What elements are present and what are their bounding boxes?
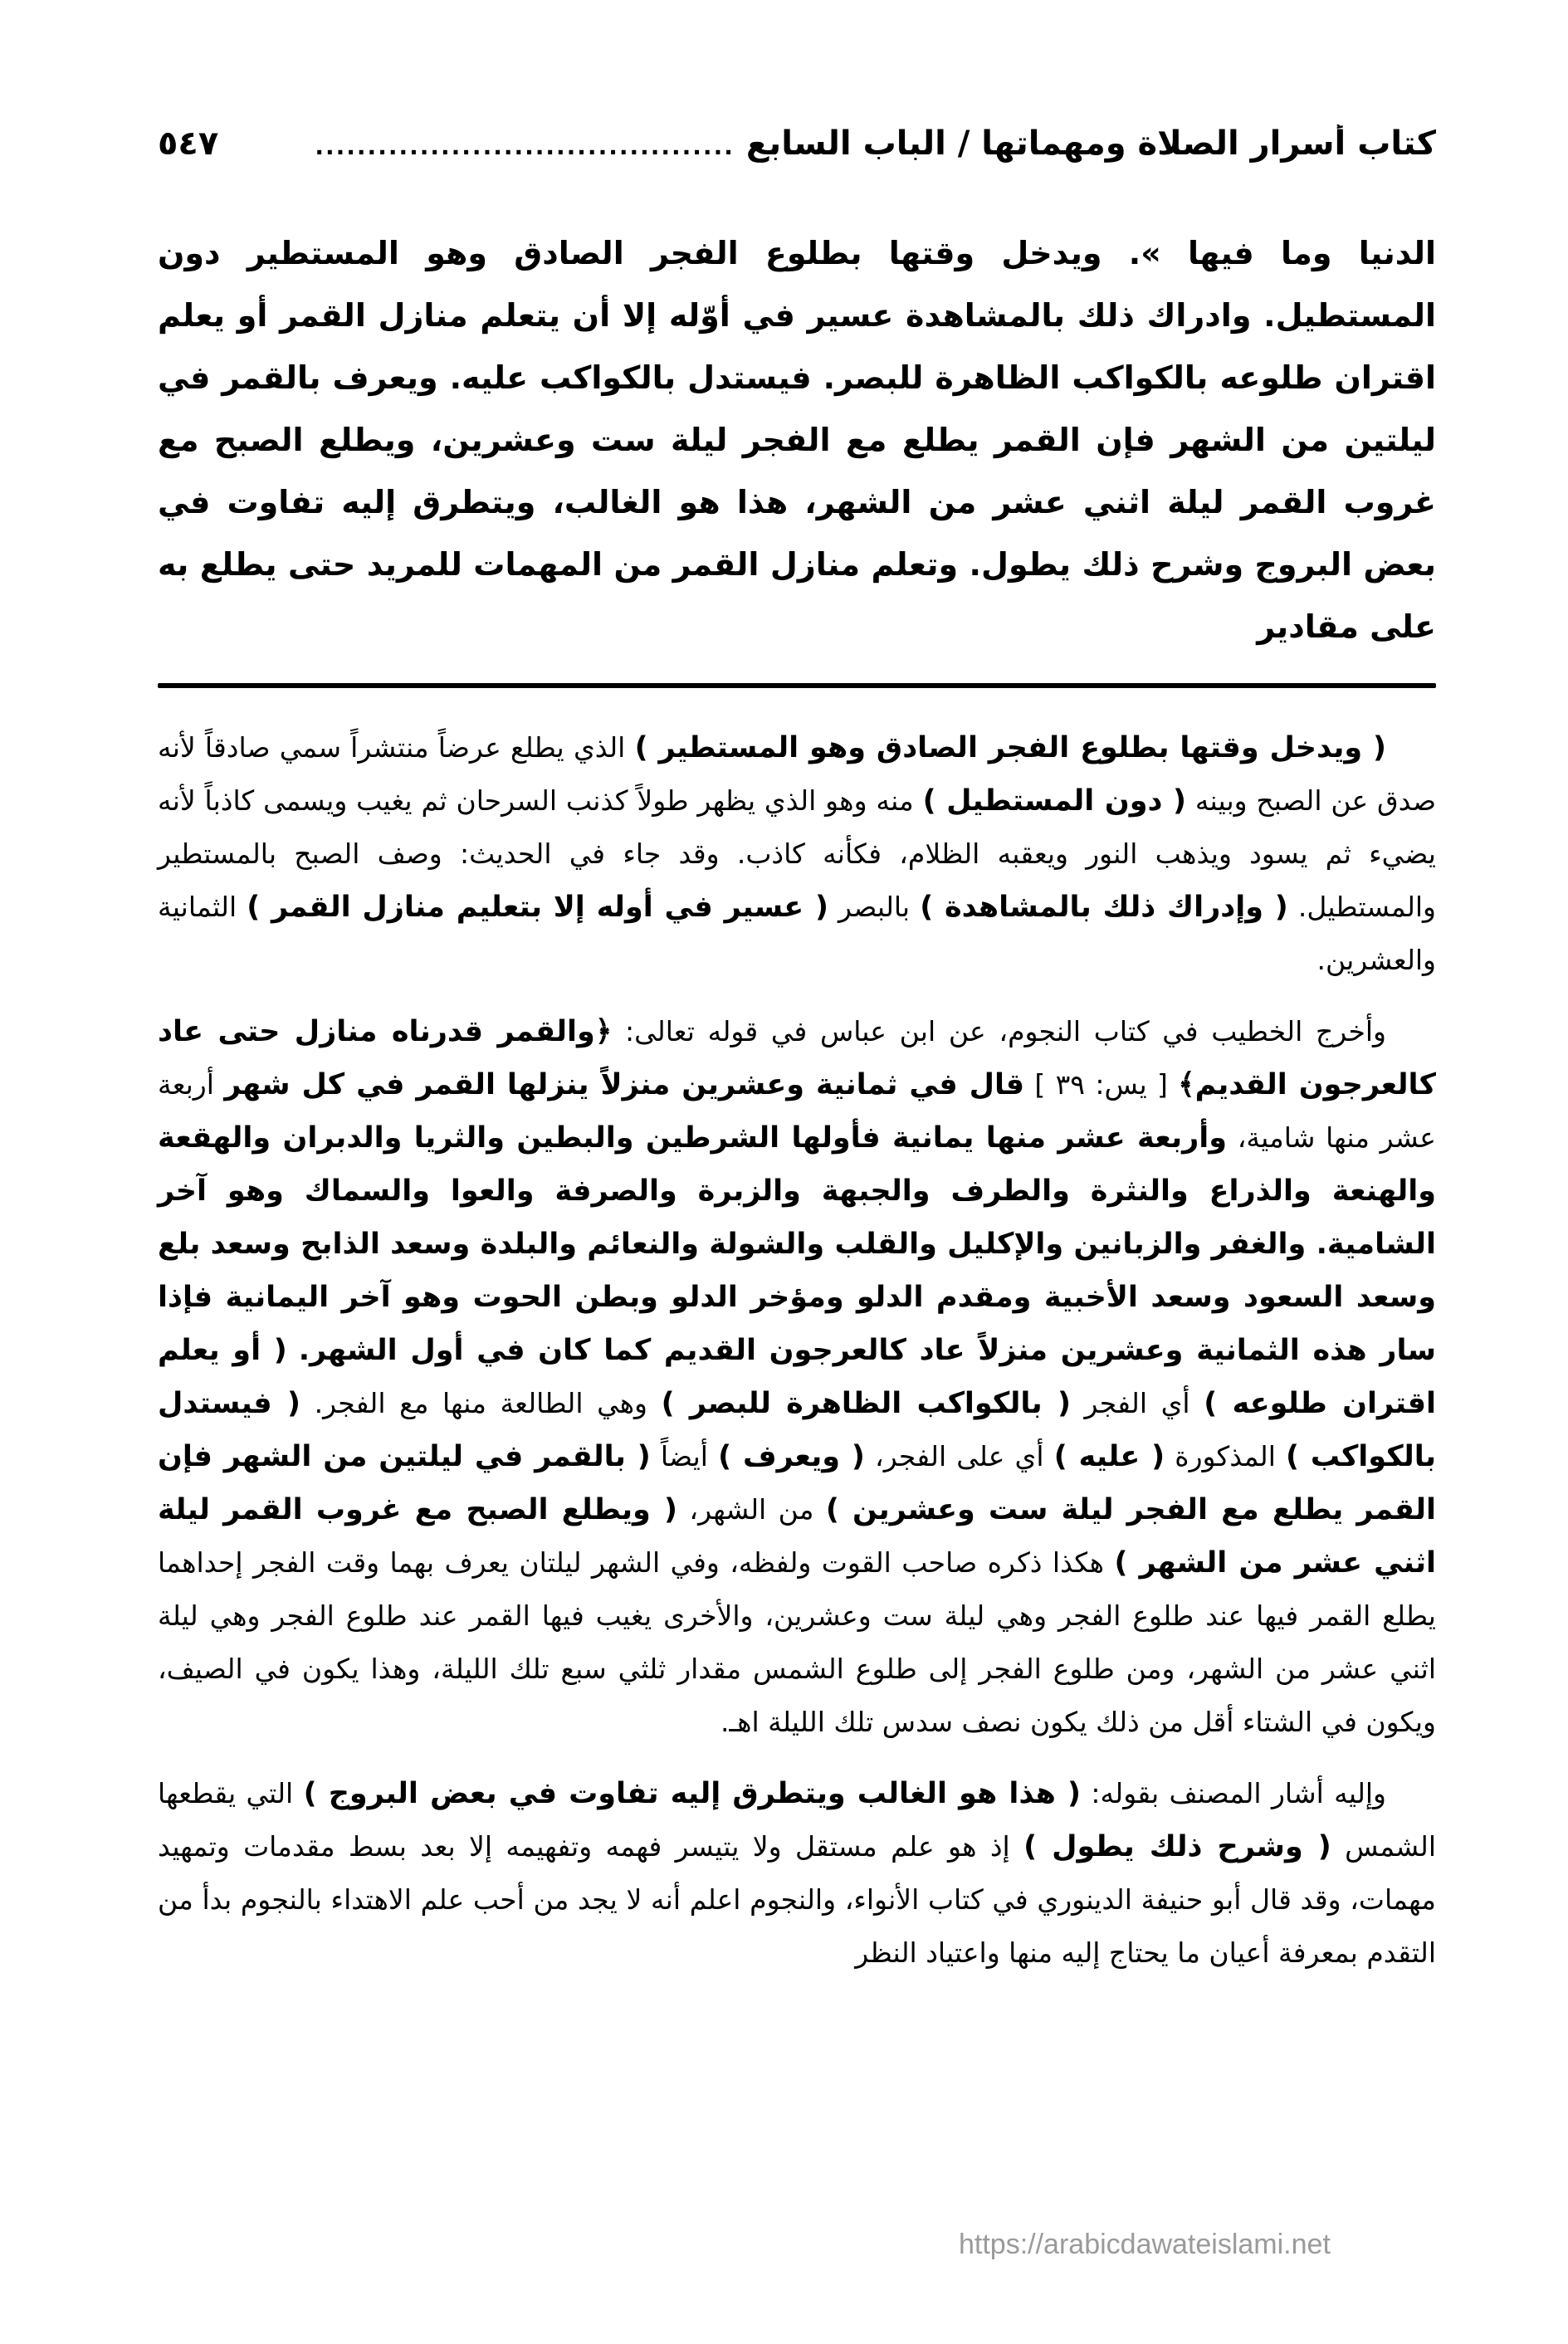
quoted-matn: ( وإدراك ذلك بالمشاهدة ) [920,891,1288,924]
quoted-matn: ﴿والقمر قدرناه منازل حتى عاد كالعرجون القديم﴾ [158,1015,1436,1101]
commentary-text: الذي يطلع عرضاً منتشراً سمي صادقاً لأنه صدق عن الصبح وبينه [158,731,1437,817]
page-number: ٥٤٧ [158,125,219,163]
commentary-text: أيضاً [650,1440,719,1472]
commentary-text: أي على الفجر، [864,1440,1054,1472]
commentary-text: التي يقطعها الشمس [158,1777,1436,1863]
quoted-matn: ( دون المستطيل ) [922,784,1186,818]
commentary [158,721,1436,1980]
commentary-text: وإليه أشار المصنف بقوله: [1080,1777,1386,1809]
main-paragraph: الدنيا وما فيها ». ويدخل وقتها بطلوع الفجر الصادق وهو المستطير دون المستطيل. وادراك ذلك بالمشاهدة عسير في أوّله إلا أن يتعلم منازل القمر أو يعلم اقتران طلوعه بالكواكب الظاهرة للبصر. فيستدل بالكواكب عليه. ويعرف بالقمر في ليلتين من الشهر فإن القمر يطلع مع الفجر ليلة ست وعشرين، ويطلع الصبح مع غروب القمر ليلة اثني عشر من الشهر، هذا هو الغالب، ويتطرق إليه تفاوت في بعض البروج وشرح ذلك يطول. وتعلم منازل القمر من المهمات للمريد حتى يطلع به على مقادير [158,235,1436,645]
commentary-text: منه وهو الذي يظهر طولاً كذنب السرحان ثم يغيب ويسمى كاذباً لأنه يضيء ثم يسود ويذهب النور ويعقبه الظلام، فكأنه كاذب. وقد جاء في الحديث: وصف الصبح بالمستطير والمستطيل. [158,784,1436,923]
quoted-matn: ( عسير في أوله إلا بتعليم منازل القمر ) [247,891,828,924]
quoted-matn: ( وشرح ذلك يطول ) [1023,1830,1331,1863]
commentary-text: بالبصر [828,891,921,923]
main-text [158,222,1436,658]
commentary-text [287,1334,299,1366]
quoted-matn: ( ويعرف ) [718,1440,865,1473]
quoted-matn: قال في ثمانية وعشرين منزلاً ينزلها القمر في كل شهر [224,1068,1025,1101]
quoted-matn: ( هذا هو الغالب ويتطرق إليه تفاوت في بعض البروج ) [303,1777,1081,1810]
watermark-url: https://arabicdawateislami.net [959,2229,1331,2260]
commentary-text: الثمانية والعشرين. [158,891,1436,976]
commentary-paragraph [158,1005,1436,1749]
commentary-paragraph [158,721,1436,987]
commentary-text: وأخرج الخطيب في كتاب النجوم، عن ابن عباس في قوله تعالى: [612,1015,1386,1047]
commentary-text: [ يس: ٣٩ ] [1024,1068,1179,1101]
quoted-matn: ( أو يعلم اقتران طلوعه ) [158,1334,1436,1420]
commentary-text: من الشهر، [677,1493,826,1526]
commentary-text: أربعة عشر منها شامية، [158,1068,1436,1154]
commentary-text: أي الفجر [1070,1387,1204,1419]
leader-dots: ........................................ [315,133,735,160]
commentary-text: إذ هو علم مستقل ولا يتيسر فهمه وتفهيمه إلا بعد بسط مقدمات وتمهيد مهمات، وقد قال أبو حنيفة الدينوري في كتاب الأنواء، والنجوم اعلم أنه لا يجد من أحب علم الاهتداء بالنجوم بدأ من التقدم بمعرفة أعيان ما يحتاج إليه منها واعتياد النظر [158,1830,1436,1969]
commentary-paragraph [158,1767,1436,1980]
quoted-matn: ( ويطلع الصبح مع غروب القمر ليلة اثني عشر من الشهر ) [158,1493,1436,1580]
quoted-matn: ( فيستدل بالكواكب ) [158,1387,1437,1473]
quoted-matn: ( عليه ) [1053,1440,1165,1473]
commentary-text: وهي الطالعة منها مع الفجر. [300,1387,662,1419]
commentary-text: هكذا ذكره صاحب القوت ولفظه، وفي الشهر ليلتان يعرف بهما وقت الفجر إحداهما يطلع القمر فيها عند طلوع الفجر وهي ليلة ست وعشرين، والأخرى يغيب فيها القمر عند طلوع الفجر وهي ليلة اثني عشر من الشهر، ومن طلوع الفجر إلى طلوع الشمس مقدار ثلثي سبع تلك الليلة، وهذا يكون في الصيف، ويكون في الشتاء أقل من ذلك يكون نصف سدس تلك الليلة اهـ. [158,1546,1436,1738]
book-page [158,125,1436,1998]
quoted-matn: وأربعة عشر منها يمانية فأولها الشرطين والبطين والثريا والدبران والهقعة والهنعة والذراع والنثرة والطرف والجبهة والزبرة والصرفة والعوا والسماك وهو آخر الشامية. والغفر والزبانين والإكليل والقلب والشولة والنعائم والبلدة وسعد الذابح وسعد بلع وسعد السعود وسعد الأخبية ومقدم الدلو ومؤخر الدلو وبطن الحوت وهو آخر اليمانية فإذا سار هذه الثمانية وعشرين منزلاً عاد كالعرجون القديم كما كان في أول الشهر. [158,1121,1437,1367]
quoted-matn: ( بالقمر في ليلتين من الشهر فإن القمر يطلع مع الفجر ليلة ست وعشرين ) [158,1440,1436,1526]
chapter-title: كتاب أسرار الصلاة ومهماتها / الباب السابع [745,125,1436,163]
commentary-text: المذكورة [1165,1440,1287,1472]
quoted-matn: ( ويدخل وقتها بطلوع الفجر الصادق وهو المستطير ) [634,731,1386,764]
quoted-matn: ( بالكواكب الظاهرة للبصر ) [661,1387,1071,1420]
running-header [158,125,1436,191]
footnote-divider [158,683,1436,688]
